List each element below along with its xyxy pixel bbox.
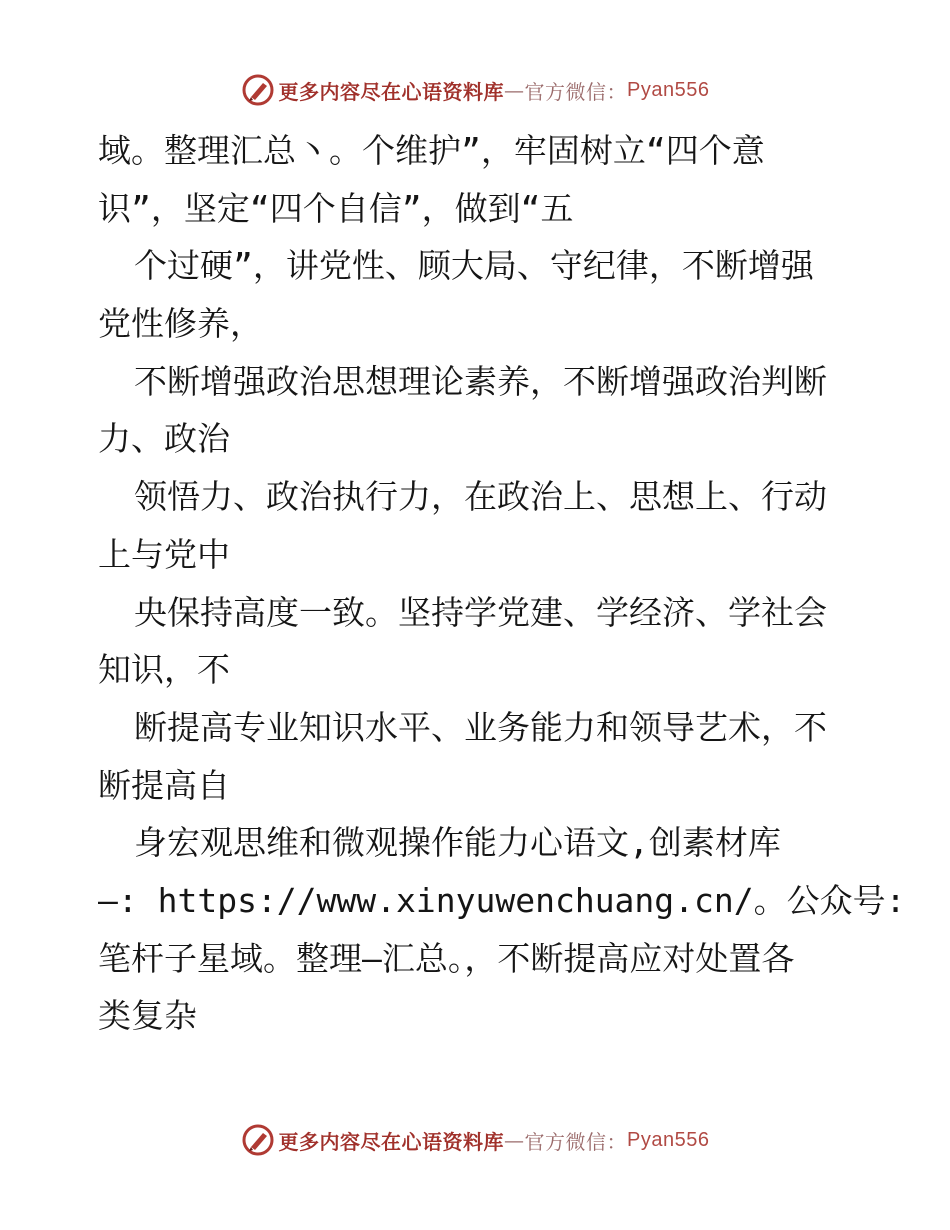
banner-label: 官方微信： — [524, 79, 628, 104]
banner-label: 官方微信： — [524, 1129, 628, 1154]
text-line: 断提高专业知识水平、业务能力和领导艺术，不 — [134, 707, 827, 747]
text-line: —: https://www.xinyuwenchuang.cn/。公众号: — [98, 880, 906, 920]
text-line: 领悟力、政治执行力，在政治上、思想上、行动 — [134, 477, 827, 517]
text-line: 类复杂 — [98, 996, 197, 1036]
text-line: 识”，坚定“四个自信”，做到“五 — [98, 188, 574, 228]
pen-logo-icon — [241, 73, 275, 107]
banner-wechat-id: Pyan556 — [627, 1128, 710, 1151]
text-line: 党性修养， — [98, 304, 263, 344]
header-watermark — [0, 70, 950, 110]
banner-main-text: 更多内容尽在心语资料库 — [278, 79, 505, 104]
text-line: 上与党中 — [98, 534, 230, 574]
text-line: 身宏观思维和微观操作能力心语文,创素材库 — [134, 823, 781, 863]
text-line: 知识，不 — [98, 650, 230, 690]
text-line: 力、政治 — [98, 419, 230, 459]
text-line: 域。整理汇总丶。个维护”，牢固树立“四个意 — [98, 131, 765, 170]
text-line: 央保持高度一致。坚持学党建、学经济、学社会 — [134, 592, 827, 632]
text-line: 个过硬”，讲党性、顾大局、守纪律，不断增强 — [134, 246, 814, 286]
footer-watermark — [0, 1120, 950, 1160]
banner-wechat-id: Pyan556 — [627, 78, 710, 101]
banner-main-text: 更多内容尽在心语资料库 — [278, 1129, 505, 1154]
text-line: 不断增强政治思想理论素养，不断增强政治判断 — [134, 361, 827, 401]
banner-dash: — — [504, 78, 525, 102]
banner-dash: — — [504, 1128, 525, 1152]
document-body — [98, 122, 906, 1045]
text-line: 笔杆子星域。整理—汇总。，不断提高应对处置各 — [98, 938, 795, 978]
pen-logo-icon — [241, 1123, 275, 1157]
text-line: 断提高自 — [98, 765, 230, 805]
